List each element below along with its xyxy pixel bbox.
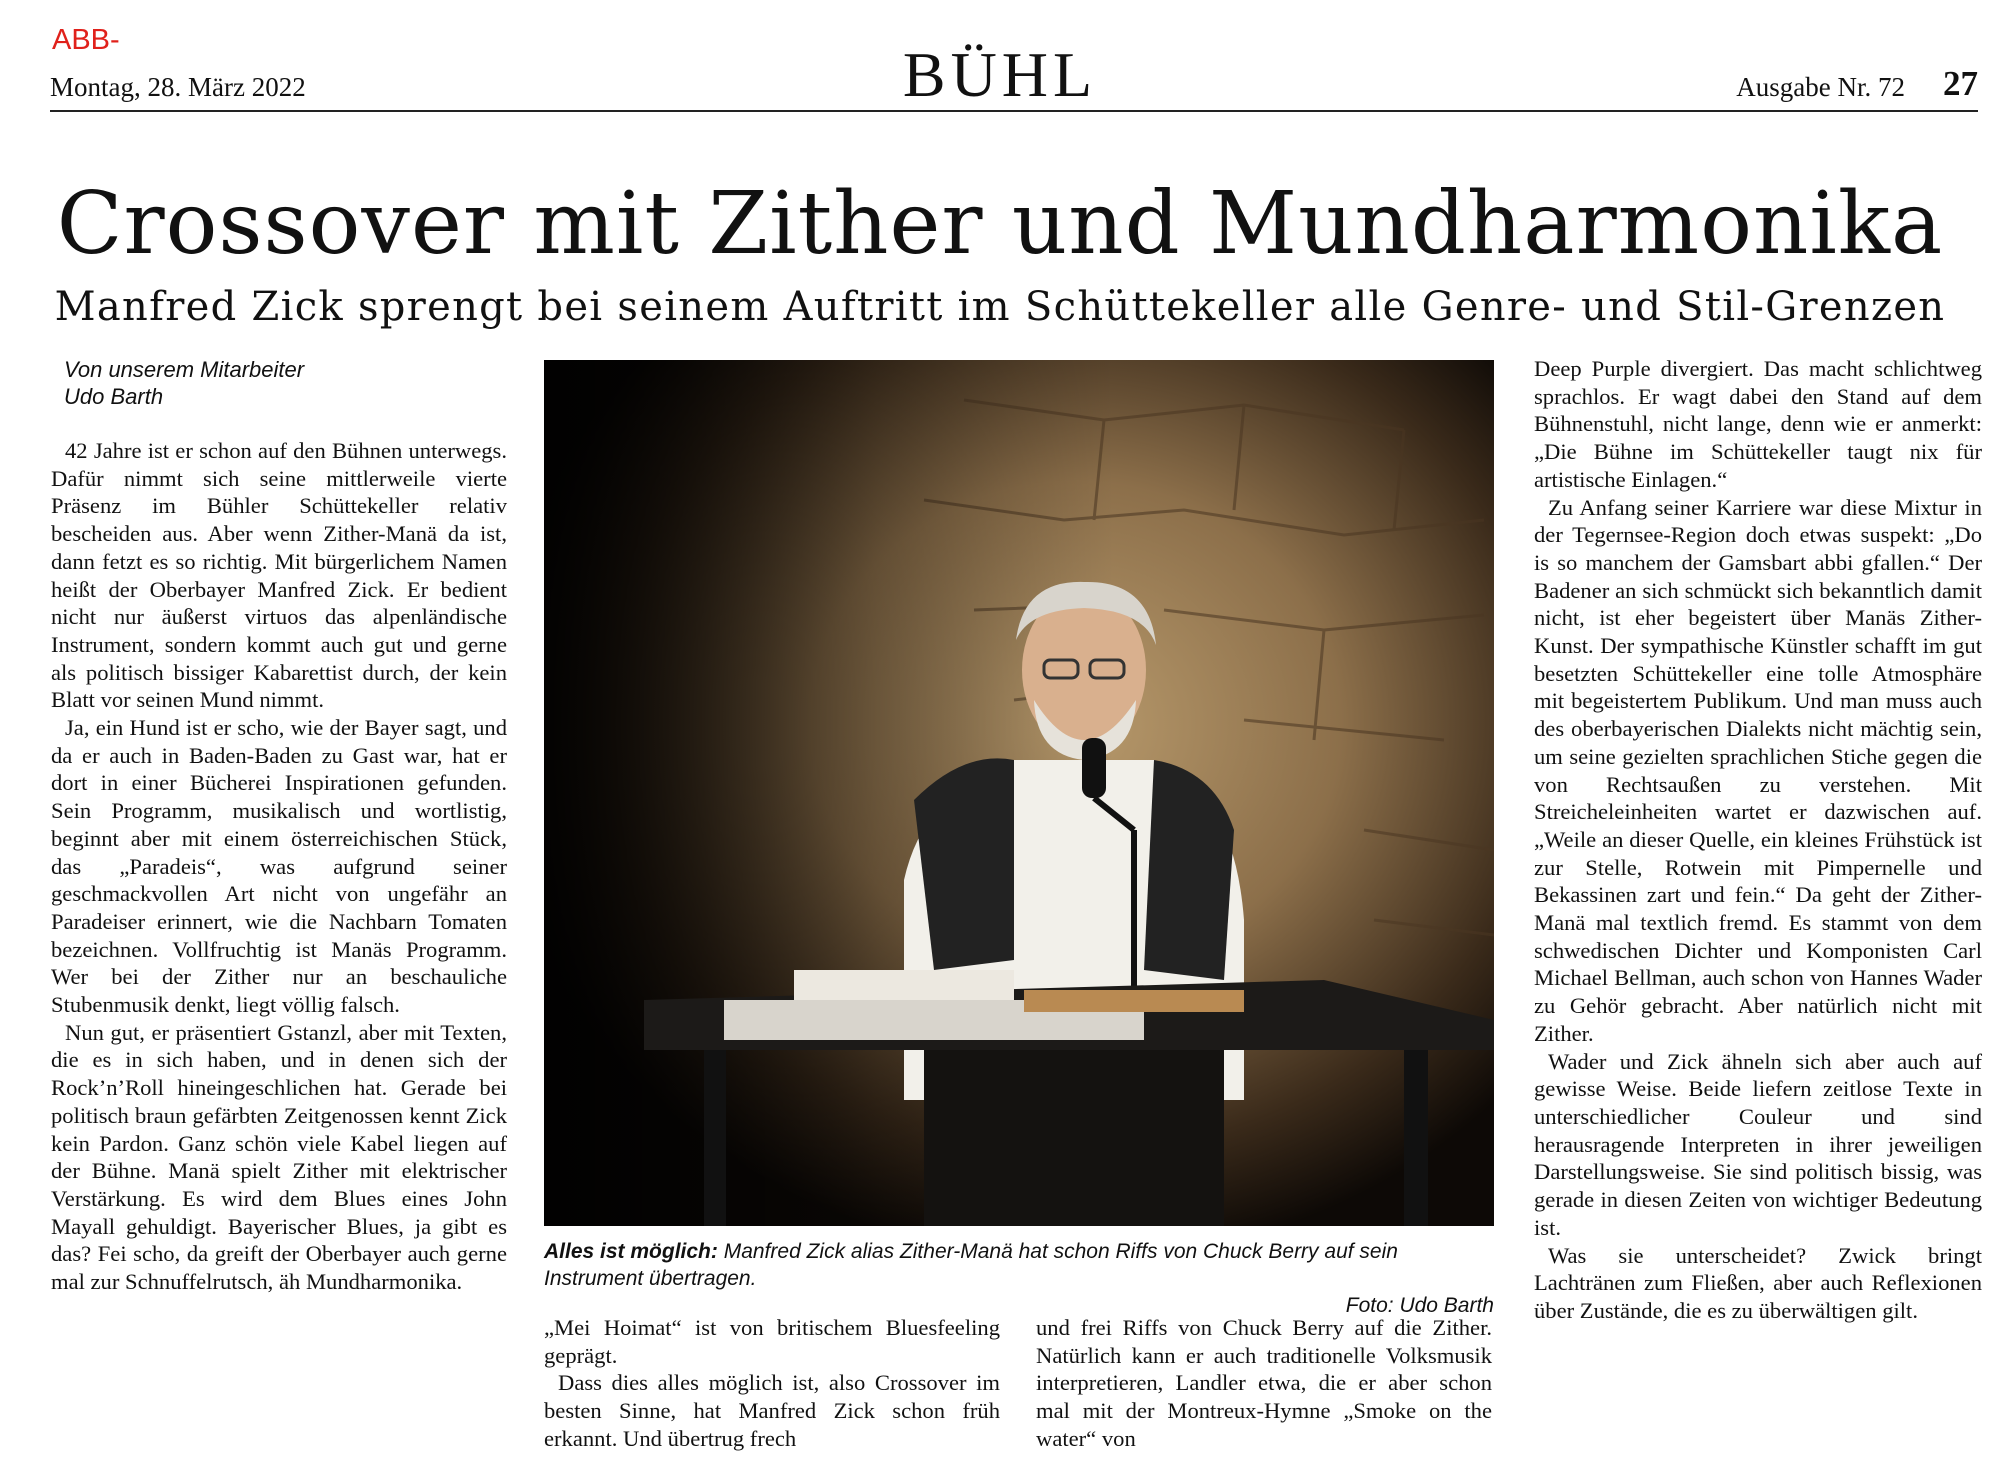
article-column-2a [544,1314,1000,1453]
photo-caption [544,1238,1494,1319]
concert-photo [544,360,1494,1226]
paragraph: Nun gut, er präsentiert Gstanzl, aber mit Texten, die es in sich haben, und in denen sich der Rock’n’Roll hineingeschlichen hat. Gerade bei politisch braun gefärbten Zeitgenossen kennt Zick kein Pardon. Ganz schön viele Kabel liegen auf der Bühne. Manä spielt Zither mit elektrischer Verstärkung. Es wird dem Blues eines John Mayall gehuldigt. Bayerischer Blues, ja gibt es das? Fei scho, da greift der Oberbayer auch gerne mal zur Schnuffelrutsch, äh Mundharmonika. [51,1019,507,1295]
ocr-label: ABB- [52,24,120,56]
section-title: BÜHL [902,39,1098,110]
byline-role: Von unserem Mitarbeiter [64,357,305,382]
article-column-1 [51,437,507,1296]
article-column-3 [1534,355,1982,1325]
paragraph: Ja, ein Hund ist er scho, wie der Bayer sagt, und da er auch in Baden-Baden zu Gast war, hat er dort in einer Bücherei Inspirationen gefunden. Sein Programm, musikalisch und wortlistig, beginnt aber mit einem österreichischen Stück, das „Paradeis“, was aufgrund seiner geschmackvollen Art nicht von ungefähr an Paradeiser erinnert, wie die Nachbarn Tomaten bezeichnen. Vollfruchtig ist Manäs Programm. Wer bei der Zither nur an beschauliche Stubenmusik denkt, liegt völlig falsch. [51,715,507,1018]
paragraph: und frei Riffs von Chuck Berry auf die Zither. Natürlich kann er auch traditionelle Volksmusik interpretieren, Landler etwa, die er aber schon mal mit der Montreux-Hymne „Smoke on the water“ von [1036,1315,1492,1451]
masthead-rule [50,110,1978,112]
paragraph: Zu Anfang seiner Karriere war diese Mixtur in der Tegernsee-Region doch etwas suspekt: „Do is so manchem der Gamsbart abbi gfallen.“ Der Badener an sich schmückt sich bekanntlich damit nicht, ist eher begeistert über Manäs Zither-Kunst. Der sympathische Künstler schafft im gut besetzten Schüttekeller eine tolle Atmosphäre mit begeistertem Publikum. Und man muss auch des oberbayerischen Dialekts nicht mächtig sein, um seine gezielten sprachlichen Stiche gegen die von Rechtsaußen zu verstehen. Mit Streicheleinheiten wartet er dazwischen auf. „Weile an dieser Quelle, ein kleines Frühstück ist zur Stelle, Rotwein mit Pimpernelle und Bekassinen zart und fein.“ Da geht der Zither-Manä mal textlich fremd. Es stammt von dem schwedischen Dichter und Komponisten Carl Michael Bellman, auch schon von Hannes Wader zu Gehör gebracht. Aber natürlich nicht mit Zither. [1534,494,1982,1046]
paragraph: 42 Jahre ist er schon auf den Bühnen unterwegs. Dafür nimmt sich seine mittlerweile vierte Präsenz im Bühler Schüttekeller relativ bescheiden aus. Aber wenn Zither-Manä da ist, dann fetzt es so richtig. Mit bürgerlichem Namen heißt der Oberbayer Manfred Zick. Er bedient nicht nur äußerst virtuos das alpenländische Instrument, sondern kommt auch gut und gerne als politisch bissiger Kabarettist durch, der kein Blatt vor seinen Mund nimmt. [51,438,507,713]
byline-author: Udo Barth [64,384,164,409]
paragraph: „Mei Hoimat“ ist von britischem Bluesfeeling geprägt. [544,1315,1000,1368]
caption-lead: Alles ist möglich: [544,1240,718,1263]
issue-date: Montag, 28. März 2022 [50,72,306,102]
paragraph: Wader und Zick ähneln sich aber auch auf gewisse Weise. Beide liefern zeitlose Texte in unterschiedlicher Couleur und sind herausragende Interpreten in ihrer jeweiligen Darstellungsweise. Sie sind politisch bissig, was gerade in diesen Zeiten von wichtiger Bedeutung ist. [1534,1048,1982,1240]
page-number: 27 [1943,64,1978,103]
paragraph: Was sie unterscheidet? Zwick bringt Lachtränen zum Fließen, aber auch Reflexionen über Zustände, die es zu überwältigen gilt. [1534,1242,1982,1323]
subheadline: Manfred Zick sprengt bei seinem Auftritt im Schüttekeller alle Genre- und Stil-Grenzen [54,284,1946,330]
paragraph: Deep Purple divergiert. Das macht schlichtweg sprachlos. Er wagt dabei den Stand auf dem Bühnenstuhl, nicht lange, denn wie er anmerkt: „Die Bühne im Schüttekeller taugt nix für artistische Einlagen.“ [1534,356,1982,492]
article-column-2b [1036,1314,1492,1453]
photo-credit: Foto: Udo Barth [1345,1294,1494,1317]
headline: Crossover mit Zither und Mundharmonika [56,174,1944,274]
issue-number: Ausgabe Nr. 72 [1736,72,1905,102]
byline [64,356,304,410]
caption-text: Manfred Zick alias Zither-Manä hat schon Riffs von Chuck Berry auf sein Instrument übertragen. [544,1240,1398,1290]
paragraph: Dass dies alles möglich ist, also Crossover im besten Sinne, hat Manfred Zick schon früh erkannt. Und übertrug frech [544,1370,1000,1451]
